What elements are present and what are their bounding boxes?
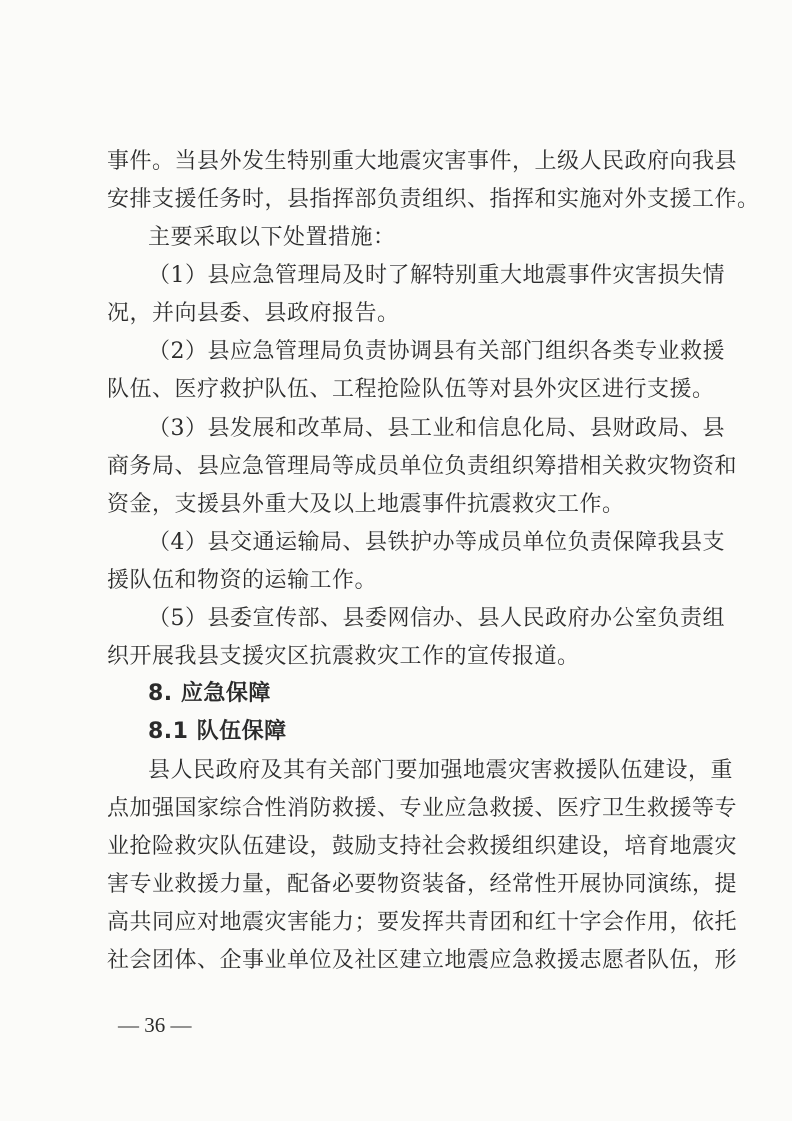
- text-line: 高共同应对地震灾害能力；要发挥共青团和红十字会作用，依托: [107, 910, 738, 935]
- text-line: 资金，支援县外重大及以上地震事件抗震救灾工作。: [107, 492, 625, 517]
- text-line: （5）县委宣传部、县委网信办、县人民政府办公室负责组: [148, 606, 725, 631]
- text-line: 队伍、医疗救护队伍、工程抢险队伍等对县外灾区进行支援。: [107, 377, 715, 402]
- text-line: （3）县发展和改革局、县工业和信息化局、县财政局、县: [148, 416, 725, 441]
- text-line: 县人民政府及其有关部门要加强地震灾害救援队伍建设，重: [148, 758, 734, 783]
- text-line: （4）县交通运输局、县铁护办等成员单位负责保障我县支: [148, 530, 725, 555]
- text-line: （2）县应急管理局负责协调县有关部门组织各类专业救援: [148, 339, 725, 364]
- text-line: 事件。当县外发生特别重大地震灾害事件，上级人民政府向我县: [107, 149, 738, 174]
- text-line: 业抢险救灾队伍建设，鼓励支持社会救援组织建设，培育地震灾: [107, 834, 738, 859]
- section-heading: 8. 应急保障: [148, 681, 271, 706]
- text-line: （1）县应急管理局及时了解特别重大地震事件灾害损失情: [148, 263, 725, 288]
- text-line: 害专业救援力量，配备必要物资装备，经常性开展协同演练，提: [107, 872, 738, 897]
- text-line: 社会团体、企事业单位及社区建立地震应急救援志愿者队伍，形: [107, 948, 738, 973]
- subsection-heading: 8.1 队伍保障: [148, 719, 287, 744]
- text-line: 援队伍和物资的运输工作。: [107, 568, 378, 593]
- page-number: — 36 —: [118, 1013, 192, 1037]
- text-line: 主要采取以下处置措施：: [148, 225, 396, 250]
- text-line: 商务局、县应急管理局等成员单位负责组织筹措相关救灾物资和: [107, 454, 738, 479]
- text-line: 织开展我县支援灾区抗震救灾工作的宣传报道。: [107, 644, 580, 669]
- text-line: 况，并向县委、县政府报告。: [107, 301, 400, 326]
- text-line: 点加强国家综合性消防救援、专业应急救援、医疗卫生救援等专: [107, 796, 738, 821]
- text-line: 安排支援任务时，县指挥部负责组织、指挥和实施对外支援工作。: [107, 187, 760, 212]
